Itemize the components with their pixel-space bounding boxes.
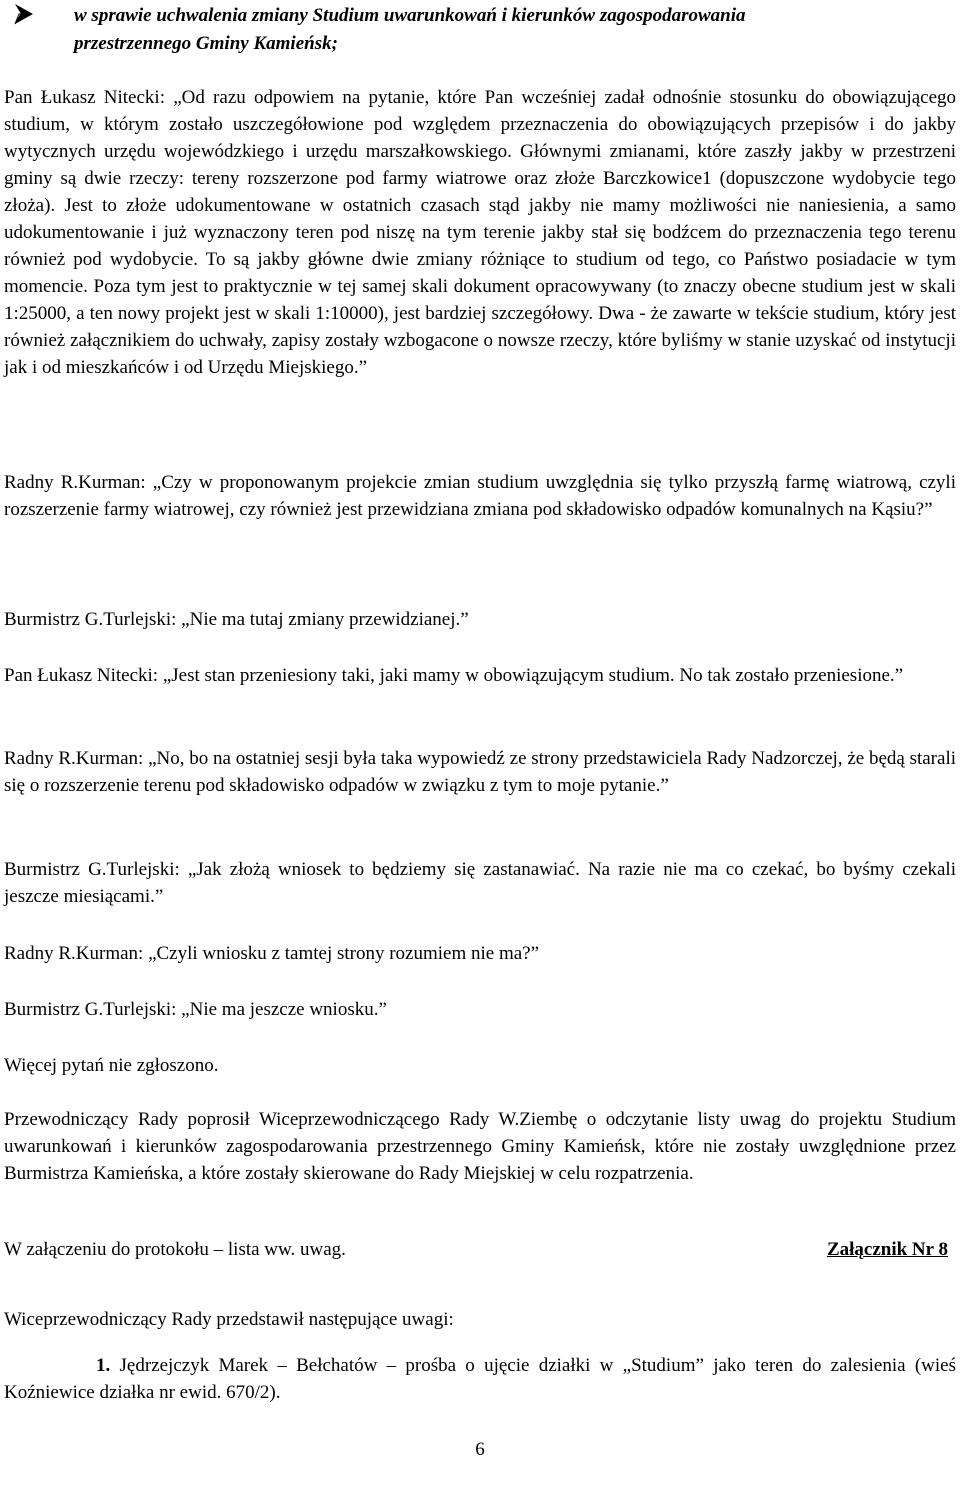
paragraph-turlejski-reply-2: Burmistrz G.Turlejski: „Nie ma jeszcze wniosku.”	[4, 999, 387, 1020]
paragraph-kurman-followup: Radny R.Kurman: „No, bo na ostatniej sesji była taka wypowiedź ze strony przedstawiciela Rady Nadzorczej, że będą starali się o rozszerzenie terenu pod składowisko odpadów w związku z tym to moje pytanie.”	[4, 748, 956, 796]
remark-item-1	[4, 1352, 956, 1406]
arrowhead-bullet-icon	[12, 2, 36, 26]
paragraph-chairman-request: Przewodniczący Rady poprosił Wiceprzewodniczącego Rady W.Ziembę o odczytanie listy uwag do projektu Studium uwarunkowań i kierunków zagospodarowania przestrzennego Gminy Kamieńsk, które nie zostały uwzględnione przez Burmistrza Kamieńska, a które zostały skierowane do Rady Miejskiej w celu rozpatrzenia.	[4, 1109, 956, 1184]
paragraph-kurman-question: Radny R.Kurman: „Czy w proponowanym projekcie zmian studium uwzględnia się tylko przyszłą farmę wiatrową, czyli rozszerzenie farmy wiatrowej, czy również jest przewidziana zmiana pod składowisko odpadów komunalnych na Kąsiu?”	[4, 472, 956, 520]
attachment-text: W załączeniu do protokołu – lista ww. uwag.	[4, 1239, 346, 1260]
paragraph-kurman-question-2: Radny R.Kurman: „Czyli wniosku z tamtej strony rozumiem nie ma?”	[4, 943, 540, 964]
page-number: 6	[475, 1439, 485, 1460]
paragraph-no-more-questions: Więcej pytań nie zgłoszono.	[4, 1055, 219, 1076]
remarks-intro: Wiceprzewodniczący Rady przedstawił następujące uwagi:	[4, 1309, 454, 1330]
remark-item-number: 1.	[96, 1355, 111, 1376]
paragraph-nitecki-reply: Pan Łukasz Nitecki: „Jest stan przeniesiony taki, jaki mamy w obowiązującym studium. No tak zostało przeniesione.”	[4, 665, 904, 686]
paragraph-turlejski-reply: Burmistrz G.Turlejski: „Nie ma tutaj zmiany przewidzianej.”	[4, 609, 469, 630]
heading-line-1: w sprawie uchwalenia zmiany Studium uwarunkowań i kierunków zagospodarowania	[74, 5, 746, 26]
remark-item-text: Jędrzejczyk Marek – Bełchatów – prośba o ujęcie działki w „Studium” jako teren do zalesienia (wieś Koźniewice działka nr ewid. 670/2).	[4, 1355, 957, 1403]
attachment-line	[4, 1236, 948, 1263]
paragraph-turlejski-followup: Burmistrz G.Turlejski: „Jak złożą wniosek to będziemy się zastanawiać. Na razie nie ma co czekać, bo byśmy czekali jeszcze miesiącami.”	[4, 859, 956, 907]
attachment-label: Załącznik Nr 8	[826, 1239, 948, 1260]
heading-line-2: przestrzennego Gminy Kamieńsk;	[74, 33, 338, 54]
paragraph-nitecki-answer: Pan Łukasz Nitecki: „Od razu odpowiem na pytanie, które Pan wcześniej zadał odnośnie stosunku do obowiązującego studium, w którym zostało uszczegółowione pod względem przeznaczenia do obowiązujących przepisów i do jakby wytycznych urzędu wojewódzkiego i urzędu marszałkowskiego. Głównymi zmianami, które zaszły jakby w przestrzeni gminy są dwie rzeczy: tereny rozszerzone pod farmy wiatrowe oraz złoże Barczkowice1 (dopuszczone wydobycie tego złoża). Jest to złoże udokumentowane w ostatnich czasach stąd jakby nie mamy możliwości nie naniesienia, a samo udokumentowanie i już wyznaczony teren pod niszę na tym terenie jakby stał się bodźcem do przeznaczenia tego terenu również pod wydobycie. To są jakby główne dwie zmiany różniące to studium od tego, co Państwo posiadacie w tym momencie. Poza tym jest to praktycznie w tej samej skali dokument opracowywany (to znaczy obecne studium jest w skali 1:25000, a ten nowy projekt jest w skali 1:10000), jest bardziej szczegółowy. Dwa - że zawarte w tekście studium, który jest również załącznikiem do uchwały, zapisy zostały wzbogacone o nowsze rzeczy, które byliśmy w stanie uzyskać od instytucji jak i od mieszkańców i od Urzędu Miejskiego.”	[4, 87, 956, 378]
section-heading	[4, 2, 956, 58]
